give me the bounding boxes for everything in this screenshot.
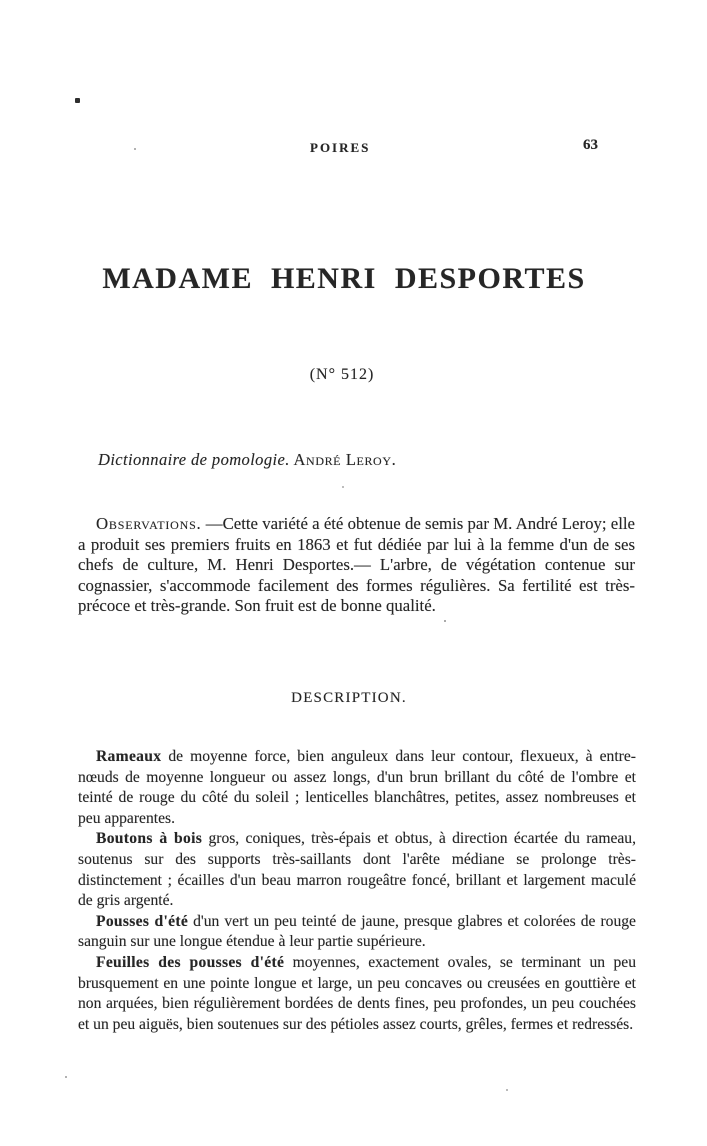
scan-speck: [342, 486, 344, 488]
paragraph-lead: Boutons à bois: [96, 830, 203, 848]
page-title: MADAME HENRI DESPORTES: [102, 262, 586, 295]
scan-speck: [506, 1089, 508, 1091]
variety-number: (N° 512): [309, 366, 375, 383]
paragraph-lead: Rameaux: [96, 748, 162, 765]
scan-speck: [75, 98, 80, 103]
citation: [98, 450, 396, 470]
paragraph-text: de moyenne force, bien anguleux dans leur contour, flexueux, à entre-nœuds de moyenne longueur ou assez longs, d'un brun brillant du côté de l'ombre et teinté de rouge du côté du soleil ; lenticelles blanchâtres, petites, assez nombreuses et peu apparentes.: [78, 748, 636, 827]
paragraph-lead: Pousses d'été: [96, 912, 189, 930]
description-body: [78, 747, 636, 1035]
citation-author: André Leroy.: [289, 450, 397, 469]
description-paragraph-feuilles: [78, 953, 636, 1035]
citation-work: Dictionnaire de pomologie.: [98, 450, 290, 469]
scan-speck: [444, 620, 446, 622]
running-title: POIRES: [310, 140, 371, 155]
description-heading: DESCRIPTION.: [291, 690, 407, 706]
observations-paragraph: [78, 514, 635, 617]
description-paragraph-boutons: [78, 829, 636, 911]
page-number: 63: [583, 137, 598, 153]
observations-text: —Cette variété a été obtenue de semis par M. André Leroy; elle a produit ses premiers fruits en 1863 et fut dédiée par lui à la femme d'un de ses chefs de culture, M. Henri Desportes.— L'arbre, de végétation contenue sur cognassier, s'accommode facilement des formes régulières. Sa fertilité est très-précoce et très-grande. Son fruit est de bonne qualité.: [78, 514, 635, 616]
observations-lead: Observations.: [96, 514, 202, 533]
scan-speck: [65, 1076, 67, 1078]
paragraph-text: moyennes, exactement ovales, se terminant un peu brusquement en une pointe longue et large, un peu concaves ou creusées en gouttière et non arquées, bien régulièrement bordées de dents fines, peu profondes, un peu couchées et un peu aiguës, bien soutenues sur des pétioles assez courts, grêles, fermes et redressés.: [78, 953, 636, 1033]
paragraph-text: gros, coniques, très-épais et obtus, à direction écartée du rameau, soutenus sur des supports très-saillants dont l'arête médiane se prolonge très-distinctement ; écailles d'un beau marron rougeâtre foncé, brillant et largement maculé de gris argenté.: [78, 830, 636, 910]
description-paragraph-rameaux: [78, 747, 636, 829]
description-paragraph-pousses: [78, 912, 636, 953]
paragraph-lead: Feuilles des pousses d'été: [96, 953, 285, 971]
scan-speck: [134, 148, 136, 150]
paragraph-text: d'un vert un peu teinté de jaune, presque glabres et colorées de rouge sanguin sur une longue étendue à leur partie supérieure.: [78, 912, 636, 951]
